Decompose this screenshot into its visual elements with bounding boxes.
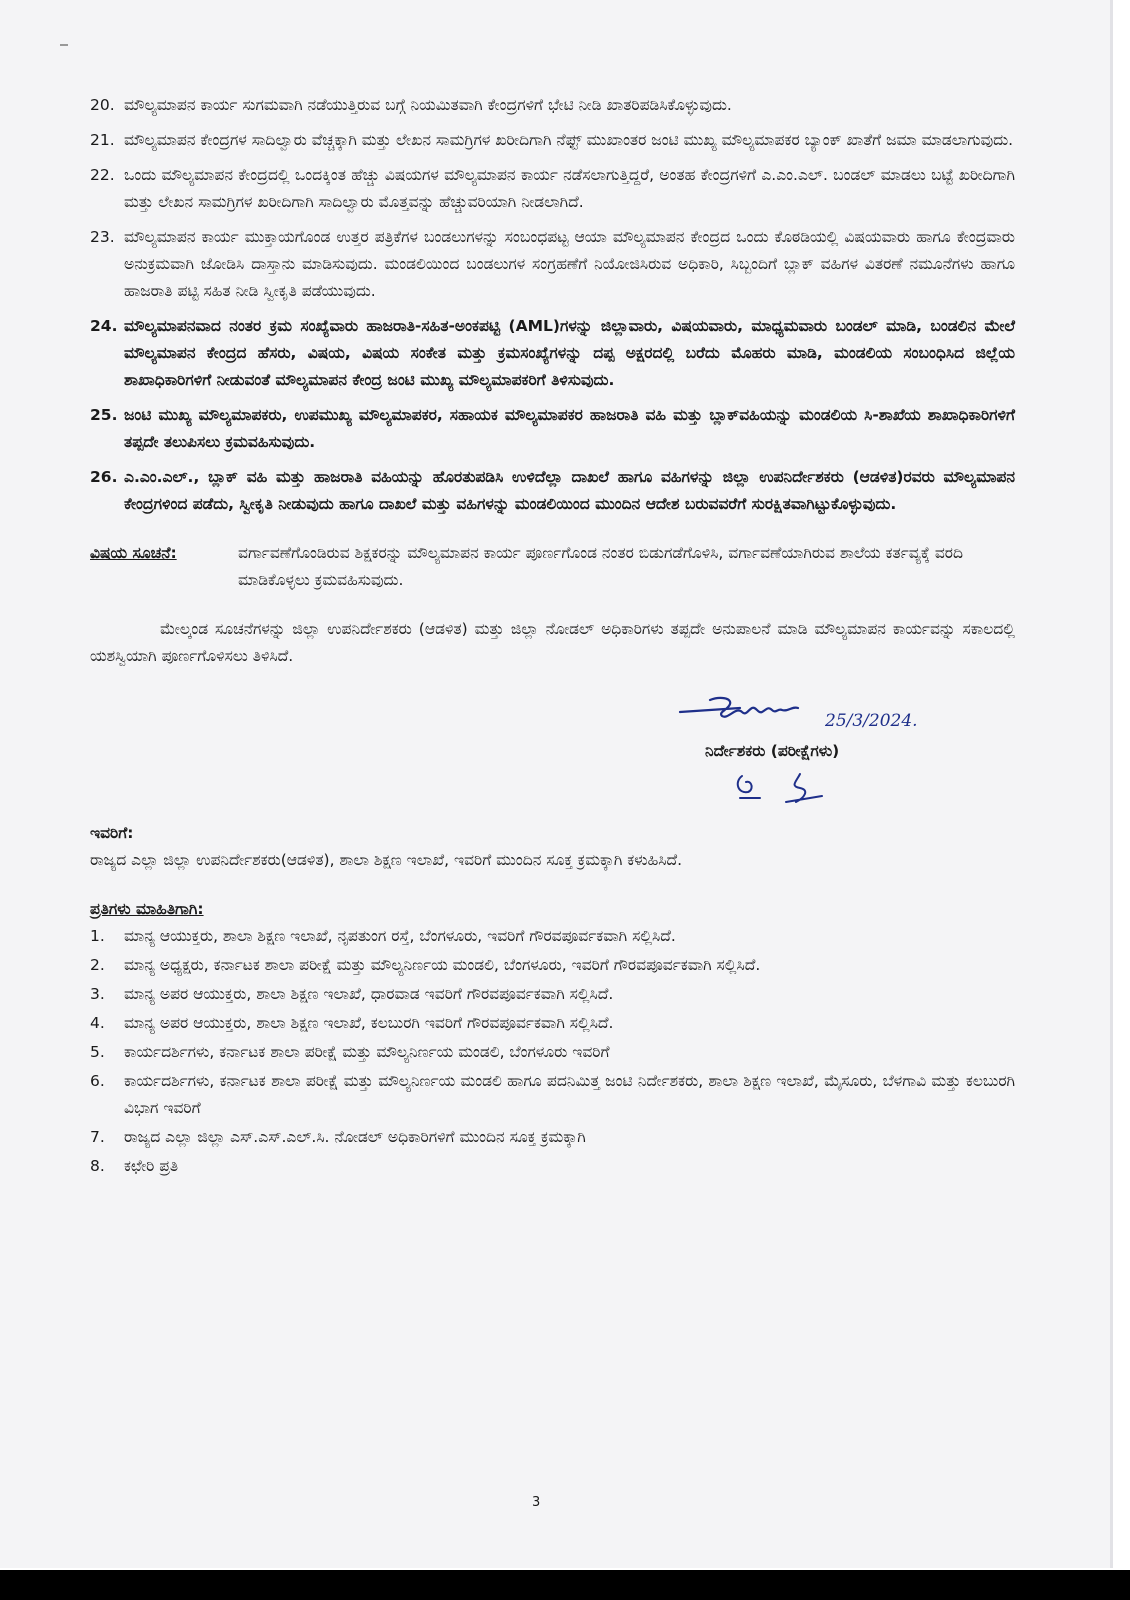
- copy-number: 3.: [90, 985, 105, 1003]
- copies-label: ಪ್ರತಿಗಳು ಮಾಹಿತಿಗಾಗಿ:: [90, 900, 204, 918]
- subject-note-label: ವಿಷಯ ಸೂಚನೆ:: [90, 544, 177, 562]
- recipients-label: ಇವರಿಗೆ:: [90, 824, 134, 842]
- item-text: ಜಂಟಿ ಮುಖ್ಯ ಮೌಲ್ಯಮಾಪಕರು, ಉಪಮುಖ್ಯ ಮೌಲ್ಯಮಾಪಕರ, ಸಹಾಯಕ ಮೌಲ್ಯಮಾಪಕರ ಹಾಜರಾತಿ ವಹಿ ಮತ್ತು ಬ್ಲಾಕ್‌ವಹಿಯನ್ನು ಮಂಡಲಿಯ ಸಿ-ಶಾಖೆಯ ಶಾಖಾಧಿಕಾರಿಗಳಿಗೆ ತಪ್ಪದೇ ತಲುಪಿಸಲು ಕ್ರಮವಹಿಸುವುದು.: [124, 406, 1015, 451]
- copies-list: [90, 923, 1015, 1180]
- item-text: ಮೌಲ್ಯಮಾಪನ ಕಾರ್ಯ ಮುಕ್ತಾಯಗೊಂಡ ಉತ್ತರ ಪತ್ರಿಕೆಗಳ ಬಂಡಲುಗಳನ್ನು ಸಂಬಂಧಪಟ್ಟ ಆಯಾ ಮೌಲ್ಯಮಾಪನ ಕೇಂದ್ರದ ಒಂದು ಕೊಠಡಿಯಲ್ಲಿ ವಿಷಯವಾರು ಹಾಗೂ ಕೇಂದ್ರವಾರು ಅನುಕ್ರಮವಾಗಿ ಜೋಡಿಸಿ ದಾಸ್ತಾನು ಮಾಡಿಸುವುದು. ಮಂಡಲಿಯಿಂದ ಬಂಡಲುಗಳ ಸಂಗ್ರಹಣೆಗೆ ನಿಯೋಜಿಸಿರುವ ಅಧಿಕಾರಿ, ಸಿಬ್ಬಂದಿಗೆ ಬ್ಲಾಕ್ ವಹಿಗಳ ವಿತರಣೆ ನಮೂನೆಗಳು ಹಾಗೂ ಹಾಜರಾತಿ ಪಟ್ಟಿ ಸಹಿತ ನೀಡಿ ಸ್ವೀಕೃತಿ ಪಡೆಯುವುದು.: [124, 228, 1015, 300]
- document-body: [90, 92, 1015, 1182]
- list-item: [90, 1124, 1015, 1151]
- copy-text: ಕಾರ್ಯದರ್ಶಿಗಳು, ಕರ್ನಾಟಕ ಶಾಲಾ ಪರೀಕ್ಷೆ ಮತ್ತು ಮೌಲ್ಯನಿರ್ಣಯ ಮಂಡಲಿ, ಬೆಂಗಳೂರು ಇವರಿಗೆ: [124, 1043, 610, 1061]
- signature-image: [670, 682, 970, 742]
- copy-text: ಕಛೇರಿ ಪ್ರತಿ: [124, 1157, 179, 1175]
- copy-text: ಮಾನ್ಯ ಅಪರ ಆಯುಕ್ತರು, ಶಾಲಾ ಶಿಕ್ಷಣ ಇಲಾಖೆ, ಧಾರವಾಡ ಇವರಿಗೆ ಗೌರವಪೂರ್ವಕವಾಗಿ ಸಲ್ಲಿಸಿದೆ.: [124, 985, 614, 1003]
- list-item: [90, 313, 1015, 394]
- initials-image: [730, 768, 850, 808]
- item-text: ಮೌಲ್ಯಮಾಪನ ಕಾರ್ಯ ಸುಗಮವಾಗಿ ನಡೆಯುತ್ತಿರುವ ಬಗ್ಗೆ ನಿಯಮಿತವಾಗಿ ಕೇಂದ್ರಗಳಿಗೆ ಭೇಟಿ ನೀಡಿ ಖಾತರಿಪಡಿಸಿಕೊಳ್ಳುವುದು.: [124, 96, 732, 114]
- list-item: [90, 92, 1015, 119]
- item-number: 22.: [90, 166, 115, 184]
- item-text: ಎ.ಎಂ.ಎಲ್., ಬ್ಲಾಕ್ ವಹಿ ಮತ್ತು ಹಾಜರಾತಿ ವಹಿಯನ್ನು ಹೊರತುಪಡಿಸಿ ಉಳಿದೆಲ್ಲಾ ದಾಖಲೆ ಹಾಗೂ ವಹಿಗಳನ್ನು ಜಿಲ್ಲಾ ಉಪನಿರ್ದೇಶಕರು (ಆಡಳಿತ)ರವರು ಮೌಲ್ಯಮಾಪನ ಕೇಂದ್ರಗಳಿಂದ ಪಡೆದು, ಸ್ವೀಕೃತಿ ನೀಡುವುದು ಹಾಗೂ ದಾಖಲೆ ಮತ್ತು ವಹಿಗಳನ್ನು ಮಂಡಲಿಯಿಂದ ಮುಂದಿನ ಆದೇಶ ಬರುವವರೆಗೆ ಸುರಕ್ಷಿತವಾಗಿಟ್ಟುಕೊಳ್ಳುವುದು.: [124, 468, 1015, 513]
- screen-bottom-bar: [0, 1570, 1130, 1600]
- copy-text: ಮಾನ್ಯ ಆಯುಕ್ತರು, ಶಾಲಾ ಶಿಕ್ಷಣ ಇಲಾಖೆ, ನೃಪತುಂಗ ರಸ್ತೆ, ಬೆಂಗಳೂರು, ಇವರಿಗೆ ಗೌರವಪೂರ್ವಕವಾಗಿ ಸಲ್ಲಿಸಿದೆ.: [124, 927, 676, 945]
- closing-paragraph: ಮೇಲ್ಕಂಡ ಸೂಚನೆಗಳನ್ನು ಜಿಲ್ಲಾ ಉಪನಿರ್ದೇಶಕರು (ಆಡಳಿತ) ಮತ್ತು ಜಿಲ್ಲಾ ನೋಡಲ್ ಅಧಿಕಾರಿಗಳು ತಪ್ಪದೇ ಅನುಪಾಲನೆ ಮಾಡಿ ಮೌಲ್ಯಮಾಪನ ಕಾರ್ಯವನ್ನು ಸಕಾಲದಲ್ಲಿ ಯಶಸ್ವಿಯಾಗಿ ಪೂರ್ಣಗೊಳಿಸಲು ತಿಳಿಸಿದೆ.: [90, 620, 1015, 665]
- list-item: [90, 952, 1015, 979]
- bold-items: [90, 313, 1015, 518]
- copy-number: 5.: [90, 1043, 105, 1061]
- copy-number: 2.: [90, 956, 105, 974]
- item-number: 23.: [90, 228, 115, 246]
- subject-note-text: ವರ್ಗಾವಣೆಗೊಂಡಿರುವ ಶಿಕ್ಷಕರನ್ನು ಮೌಲ್ಯಮಾಪನ ಕಾರ್ಯ ಪೂರ್ಣಗೊಂಡ ನಂತರ ಬಿಡುಗಡೆಗೊಳಿಸಿ, ವರ್ಗಾವಣೆಯಾಗಿರುವ ಶಾಲೆಯ ಕರ್ತವ್ಯಕ್ಕೆ ವರದಿ ಮಾಡಿಕೊಳ್ಳಲು ಕ್ರಮವಹಿಸುವುದು.: [238, 544, 964, 589]
- item-text: ಒಂದು ಮೌಲ್ಯಮಾಪನ ಕೇಂದ್ರದಲ್ಲಿ ಒಂದಕ್ಕಿಂತ ಹೆಚ್ಚು ವಿಷಯಗಳ ಮೌಲ್ಯಮಾಪನ ಕಾರ್ಯ ನಡೆಸಲಾಗುತ್ತಿದ್ದರೆ, ಅಂತಹ ಕೇಂದ್ರಗಳಿಗೆ ಎ.ಎಂ.ಎಲ್. ಬಂಡಲ್ ಮಾಡಲು ಬಟ್ಟೆ ಖರೀದಿಗಾಗಿ ಮತ್ತು ಲೇಖನ ಸಾಮಗ್ರಿಗಳ ಖರೀದಿಗಾಗಿ ಸಾದಿಲ್ವಾರು ಮೊತ್ತವನ್ನು ಹೆಚ್ಚುವರಿಯಾಗಿ ನೀಡಲಾಗಿದೆ.: [124, 166, 1015, 211]
- item-number: 26.: [90, 468, 118, 486]
- item-text: ಮೌಲ್ಯಮಾಪನ ಕೇಂದ್ರಗಳ ಸಾದಿಲ್ವಾರು ವೆಚ್ಚಕ್ಕಾಗಿ ಮತ್ತು ಲೇಖನ ಸಾಮಗ್ರಿಗಳ ಖರೀದಿಗಾಗಿ ನೆಫ್ಟ್ ಮುಖಾಂತರ ಜಂಟಿ ಮುಖ್ಯ ಮೌಲ್ಯಮಾಪಕರ ಬ್ಯಾಂಕ್ ಖಾತೆಗೆ ಜಮಾ ಮಾಡಲಾಗುವುದು.: [124, 131, 1014, 149]
- item-number: 20.: [90, 96, 115, 114]
- subject-note: [90, 540, 1015, 594]
- copy-text: ಕಾರ್ಯದರ್ಶಿಗಳು, ಕರ್ನಾಟಕ ಶಾಲಾ ಪರೀಕ್ಷೆ ಮತ್ತು ಮೌಲ್ಯನಿರ್ಣಯ ಮಂಡಲಿ ಹಾಗೂ ಪದನಿಮಿತ್ತ ಜಂಟಿ ನಿರ್ದೇಶಕರು, ಶಾಲಾ ಶಿಕ್ಷಣ ಇಲಾಖೆ, ಮೈಸೂರು, ಬೆಳಗಾವಿ ಮತ್ತು ಕಲಬುರಗಿ ವಿಭಾಗ ಇವರಿಗೆ: [124, 1072, 1015, 1117]
- signatory-title: ನಿರ್ದೇಶಕರು (ಪರೀಕ್ಷೆಗಳು): [705, 742, 840, 760]
- list-item: [90, 1039, 1015, 1066]
- copy-number: 6.: [90, 1072, 105, 1090]
- item-number: 21.: [90, 131, 115, 149]
- recipients-text: ರಾಜ್ಯದ ಎಲ್ಲಾ ಜಿಲ್ಲಾ ಉಪನಿರ್ದೇಶಕರು(ಆಡಳಿತ), ಶಾಲಾ ಶಿಕ್ಷಣ ಇಲಾಖೆ, ಇವರಿಗೆ ಮುಂದಿನ ಸೂಕ್ತ ಕ್ರಮಕ್ಕಾಗಿ ಕಳುಹಿಸಿದೆ.: [90, 851, 683, 869]
- copy-text: ಮಾನ್ಯ ಅಪರ ಆಯುಕ್ತರು, ಶಾಲಾ ಶಿಕ್ಷಣ ಇಲಾಖೆ, ಕಲಬುರಗಿ ಇವರಿಗೆ ಗೌರವಪೂರ್ವಕವಾಗಿ ಸಲ್ಲಿಸಿದೆ.: [124, 1014, 614, 1032]
- signature-block: [90, 670, 1015, 820]
- copy-text: ಮಾನ್ಯ ಅಧ್ಯಕ್ಷರು, ಕರ್ನಾಟಕ ಶಾಲಾ ಪರೀಕ್ಷೆ ಮತ್ತು ಮೌಲ್ಯನಿರ್ಣಯ ಮಂಡಲಿ, ಬೆಂಗಳೂರು, ಇವರಿಗೆ ಗೌರವಪೂರ್ವಕವಾಗಿ ಸಲ್ಲಿಸಿದೆ.: [124, 956, 761, 974]
- item-text: ಮೌಲ್ಯಮಾಪನವಾದ ನಂತರ ಕ್ರಮ ಸಂಖ್ಯೆವಾರು ಹಾಜರಾತಿ-ಸಹಿತ-ಅಂಕಪಟ್ಟಿ (AML)ಗಳನ್ನು ಜಿಲ್ಲಾವಾರು, ವಿಷಯವಾರು, ಮಾಧ್ಯಮವಾರು ಬಂಡಲ್ ಮಾಡಿ, ಬಂಡಲಿನ ಮೇಲೆ ಮೌಲ್ಯಮಾಪನ ಕೇಂದ್ರದ ಹೆಸರು, ವಿಷಯ, ವಿಷಯ ಸಂಕೇತ ಮತ್ತು ಕ್ರಮಸಂಖ್ಯೆಗಳನ್ನು ದಪ್ಪ ಅಕ್ಷರದಲ್ಲಿ ಬರೆದು ಮೊಹರು ಮಾಡಿ, ಮಂಡಲಿಯ ಸಂಬಂಧಿಸಿದ ಜಿಲ್ಲೆಯ ಶಾಖಾಧಿಕಾರಿಗಳಿಗೆ ನೀಡುವಂತೆ ಮೌಲ್ಯಮಾಪನ ಕೇಂದ್ರ ಜಂಟಿ ಮುಖ್ಯ ಮೌಲ್ಯಮಾಪಕರಿಗೆ ತಿಳಿಸುವುದು.: [124, 317, 1015, 389]
- scan-mark: [60, 44, 68, 46]
- list-item: [90, 923, 1015, 950]
- list-item: [90, 402, 1015, 456]
- copy-text: ರಾಜ್ಯದ ಎಲ್ಲಾ ಜಿಲ್ಲಾ ಎಸ್.ಎಸ್.ಎಲ್.ಸಿ. ನೋಡಲ್ ಅಧಿಕಾರಿಗಳಿಗೆ ಮುಂದಿನ ಸೂಕ್ತ ಕ್ರಮಕ್ಕಾಗಿ: [124, 1128, 586, 1146]
- copy-number: 4.: [90, 1014, 105, 1032]
- regular-items: [90, 92, 1015, 305]
- copy-number: 7.: [90, 1128, 105, 1146]
- list-item: [90, 224, 1015, 305]
- list-item: [90, 981, 1015, 1008]
- list-item: [90, 127, 1015, 154]
- list-item: [90, 1153, 1015, 1180]
- copy-number: 1.: [90, 927, 105, 945]
- page-number: 3: [532, 1495, 541, 1510]
- list-item: [90, 162, 1015, 216]
- item-number: 24.: [90, 317, 118, 335]
- item-number: 25.: [90, 406, 118, 424]
- list-item: [90, 464, 1015, 518]
- list-item: [90, 1068, 1015, 1122]
- copy-number: 8.: [90, 1157, 105, 1175]
- signature-date: 25/3/2024.: [825, 711, 918, 731]
- list-item: [90, 1010, 1015, 1037]
